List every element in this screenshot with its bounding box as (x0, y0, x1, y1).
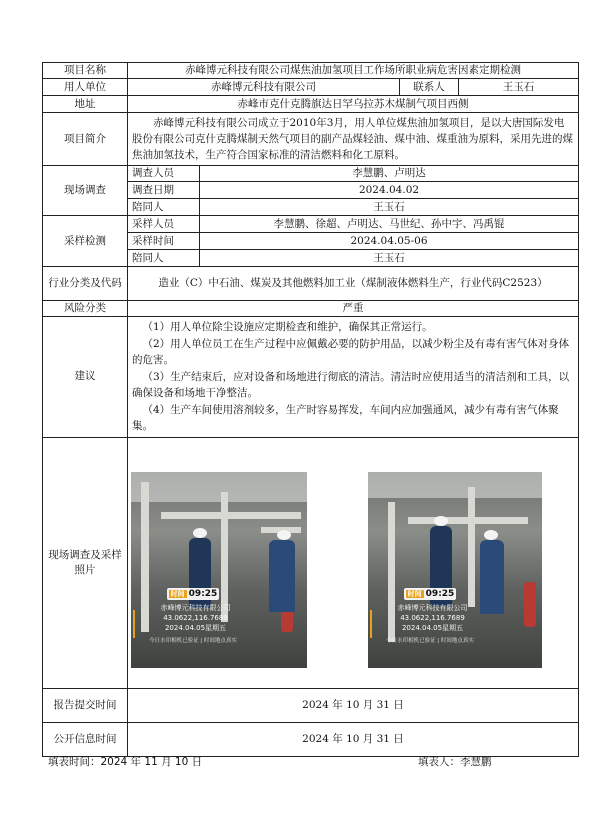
publish-date-value: 2024 年 10 月 31 日 (128, 722, 579, 756)
industry-label: 行业分类及代码 (43, 267, 128, 301)
contact-label: 联系人 (400, 79, 459, 96)
project-info-table (42, 62, 579, 757)
sampling-key: 陪同人 (128, 250, 200, 267)
report-date-label: 报告提交时间 (43, 688, 128, 722)
risk-label: 风险分类 (43, 301, 128, 317)
fill-time: 填表时间：2024 年 11 月 10 日 (48, 756, 203, 768)
watermark-time: 时间 09:25 (404, 588, 457, 600)
sampling-key: 采样人员 (128, 216, 200, 233)
suggestion-item: （3）生产结束后，应对设备和场地进行彻底的清洁。清洁时应使用适当的清洁剂和工具，以确保设备和场地干净整洁。 (132, 370, 570, 399)
filler: 填表人：李慧鹏 (418, 756, 492, 768)
employer-label: 用人单位 (43, 79, 128, 96)
photo-watermark (370, 588, 490, 646)
watermark-time: 时间 09:25 (167, 588, 220, 600)
survey-value: 李慧鹏、卢明达 (200, 166, 579, 182)
survey-key: 陪同人 (128, 199, 200, 216)
industry-value: 造业（C）中石油、煤炭及其他燃料加工业（煤制液体燃料生产，行业代码C2523） (128, 267, 579, 301)
report-date-value: 2024 年 10 月 31 日 (128, 688, 579, 722)
suggestion-item: （1）用人单位除尘设施应定期检查和维护，确保其正常运行。 (142, 321, 433, 333)
suggestion-item: （2）用人单位员工在生产过程中应佩戴必要的防护用品，以减少粉尘及有毒有害气体对身体的危害。 (132, 337, 570, 366)
watermark-coords: 43.0622,116.7689 (163, 613, 228, 622)
site-photo-1 (131, 472, 307, 668)
info-disclosure-form (42, 62, 578, 757)
survey-key: 调查日期 (128, 182, 200, 199)
suggestions-list (128, 317, 579, 438)
contact-value: 王玉石 (459, 79, 579, 96)
watermark-company: 赤峰博元科技有限公司 (160, 603, 231, 612)
sampling-key: 采样时间 (128, 233, 200, 250)
site-photo-2 (368, 472, 542, 668)
photos-cell (128, 437, 579, 688)
address-label: 地址 (43, 96, 128, 113)
sampling-label: 采样检测 (43, 216, 128, 267)
publish-date-label: 公开信息时间 (43, 722, 128, 756)
survey-label: 现场调查 (43, 166, 128, 216)
photo-watermark (133, 588, 253, 646)
sampling-value: 李慧鹏、徐超、卢明达、马世纪、孙中宇、冯禹锟 (200, 216, 579, 233)
project-name-label: 项目名称 (43, 63, 128, 79)
intro-label: 项目简介 (43, 113, 128, 166)
suggestions-label: 建议 (43, 317, 128, 438)
address-value: 赤峰市克什克腾旗达日罕乌拉苏木煤制气项目西侧 (128, 96, 579, 113)
watermark-note: 今日水印相机已验证 | 时间地点真实 (386, 637, 474, 644)
intro-text: 赤峰博元科技有限公司成立于2010年3月，用人单位煤焦油加氢项目，是以大唐国际发电股份有限公司克什克腾煤制天然气项目的副产品煤轻油、煤中油、煤重油为原料，采用先进的煤焦油加氢技术，生产符合国家标准的清洁燃料和化工原料。 (128, 113, 579, 166)
risk-value: 严重 (128, 301, 579, 317)
watermark-note: 今日水印相机已验证 | 时间地点真实 (149, 637, 237, 644)
sampling-value: 2024.04.05-06 (200, 233, 579, 250)
sampling-value: 王玉石 (200, 250, 579, 267)
watermark-company: 赤峰博元科技有限公司 (397, 603, 468, 612)
watermark-date: 2024.04.05星期五 (164, 623, 227, 632)
survey-value: 王玉石 (200, 199, 579, 216)
employer-value: 赤峰博元科技有限公司 (128, 79, 400, 96)
survey-key: 调查人员 (128, 166, 200, 182)
project-name-value: 赤峰博元科技有限公司煤焦油加氢项目工作场所职业病危害因素定期检测 (128, 63, 579, 79)
survey-value: 2024.04.02 (200, 182, 579, 199)
suggestion-item: （4）生产车间使用溶剂较多，生产时容易挥发，车间内应加强通风，减少有毒有害气体聚集。 (132, 403, 559, 432)
watermark-date: 2024.04.05星期五 (401, 623, 464, 632)
watermark-coords: 43.0622,116.7689 (400, 613, 465, 622)
photos-label: 现场调查及采样照片 (43, 437, 128, 688)
